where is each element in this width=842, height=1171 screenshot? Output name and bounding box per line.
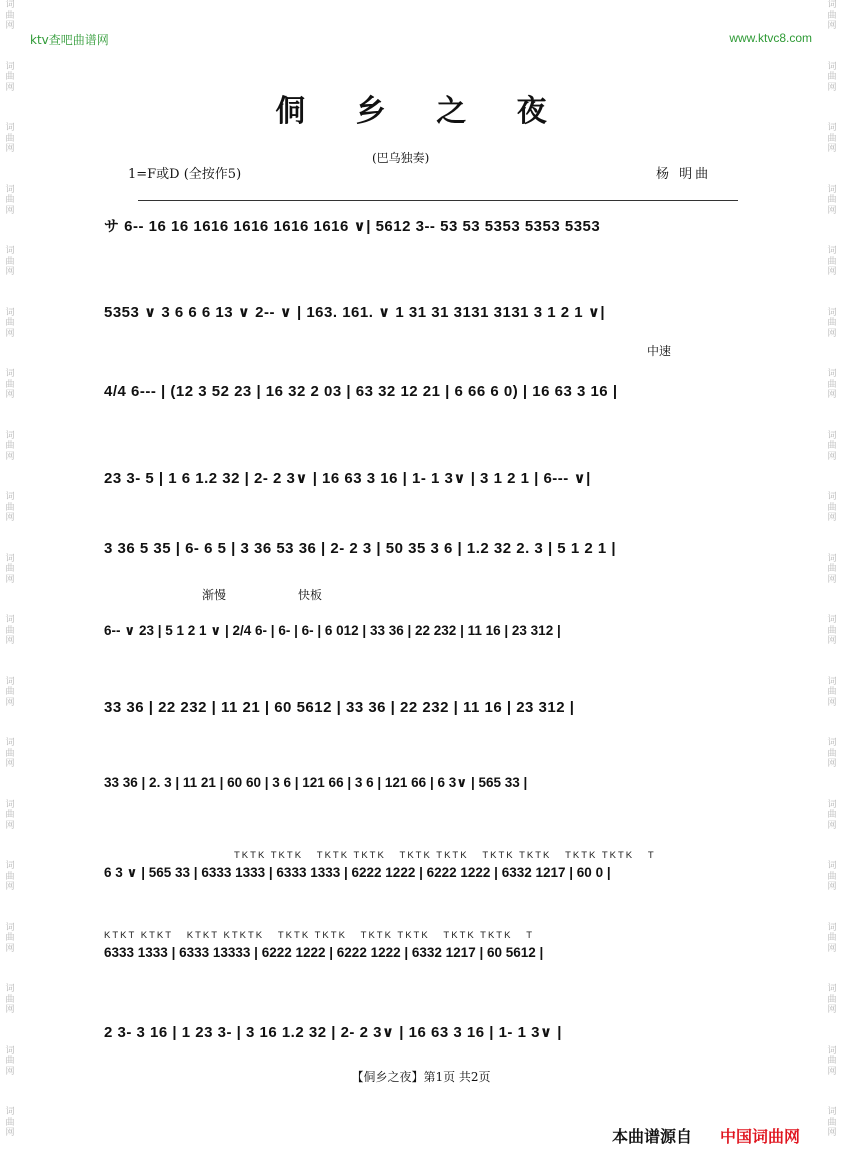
watermark-text: 词 曲 网 (827, 922, 837, 954)
watermark-text: 词 曲 网 (827, 123, 837, 154)
notation-text: 33 36 | 2. 3 | 11 21 | 60 60 | 3 6 | 121 66 | 3 6 | 121 66 | 6 3∨ | 565 33 | (104, 775, 528, 790)
site-url-right[interactable]: www.ktvc8.com (729, 31, 812, 45)
watermark-text: 词 曲 网 (5, 1045, 15, 1077)
articulation-marks: TKTK TKTK TKTK TKTK TKTK TKTK TKTK TKTK TKTK TKTK T (234, 850, 656, 861)
watermark-text: 词 曲 网 (827, 369, 837, 400)
watermark-text: 词 曲 网 (827, 492, 837, 523)
left-watermark-strip (2, 0, 18, 1171)
watermark-text: 词 曲 网 (5, 430, 15, 462)
watermark-text: 词 曲 网 (5, 984, 15, 1015)
score-line-7 (104, 686, 740, 726)
watermark-text: 词 曲 网 (5, 369, 15, 400)
watermark-text: 词 曲 网 (827, 1045, 837, 1077)
watermark-text: 词 曲 网 (827, 615, 837, 646)
watermark-text: 词 曲 网 (827, 0, 837, 31)
watermark-text: 词 曲 网 (827, 984, 837, 1015)
watermark-text: 词 曲 网 (827, 430, 837, 462)
watermark-text: 词 曲 网 (5, 123, 15, 154)
watermark-text: 词 曲 网 (5, 861, 15, 892)
watermark-text: 词 曲 网 (827, 246, 837, 277)
watermark-text: 词 曲 网 (827, 738, 837, 769)
tempo-zhongsu: 中速 (647, 344, 672, 358)
watermark-text: 词 曲 网 (5, 1107, 15, 1138)
score-title: 侗 乡 之 夜 (275, 94, 567, 129)
watermark-text: 词 曲 网 (5, 0, 15, 31)
articulation-marks: KTKT KTKT KTKT KTKTK TKTK TKTK TKTK TKTK TKTK TKTK T (104, 930, 534, 941)
page-info: 【侗乡之夜】第1页 共2页 (351, 1070, 491, 1084)
score-line-2 (104, 290, 740, 330)
watermark-text: 词 曲 网 (827, 307, 837, 339)
watermark-text: 词 曲 网 (827, 61, 837, 93)
notation-text: 5353 ∨ 3 6 6 6 13 ∨ 2-- ∨ | 163. 161. ∨ 1 31 31 3131 3131 3 1 2 1 ∨| (104, 304, 606, 321)
watermark-text: 词 曲 网 (5, 61, 15, 93)
notation-text: 33 36 | 22 232 | 11 21 | 60 5612 | 33 36 | 22 232 | 11 16 | 23 312 | (104, 699, 575, 716)
watermark-text: 词 曲 网 (827, 553, 837, 585)
notation-text: 4/4 6--- | (12 3 52 23 | 16 32 2 03 | 63 32 12 21 | 6 66 6 0) | 16 63 3 16 | (104, 383, 618, 400)
notation-text: 2 3- 3 16 | 1 23 3- | 3 16 1.2 32 | 2- 2 3∨ | 16 63 3 16 | 1- 1 3∨ | (104, 1024, 562, 1041)
notation-text: サ 6-- 16 16 1616 1616 1616 1616 ∨| 5612 3-- 53 53 5353 5353 5353 (104, 218, 601, 235)
score-line-10 (104, 932, 740, 972)
source-brand-link[interactable]: 中国词曲网 (720, 1127, 801, 1146)
watermark-text: 词 曲 网 (827, 1107, 837, 1138)
notation-text: 6333 1333 | 6333 13333 | 6222 1222 | 6222 1222 | 6332 1217 | 60 5612 | (104, 945, 544, 960)
right-watermark-strip (824, 0, 840, 1171)
score-line-3 (104, 370, 740, 410)
key-signature: 1=F或D (全按作5) (128, 167, 242, 182)
watermark-text: 词 曲 网 (5, 492, 15, 523)
notation-text: 6-- ∨ 23 | 5 1 2 1 ∨ | 2/4 6- | 6- | 6- | 6 012 | 33 36 | 22 232 | 11 16 | 23 312 | (104, 623, 561, 638)
score-line-6 (104, 610, 740, 650)
watermark-text: 词 曲 网 (827, 676, 837, 708)
watermark-text: 词 曲 网 (5, 738, 15, 769)
watermark-text: 词 曲 网 (5, 553, 15, 585)
score-line-1 (104, 202, 740, 242)
tempo-kuaiban: 快板 (298, 588, 323, 602)
watermark-text: 词 曲 网 (5, 615, 15, 646)
tempo-jianman: 渐慢 (202, 588, 227, 602)
composer-credit: 杨 明曲 (656, 167, 712, 182)
watermark-text: 词 曲 网 (5, 799, 15, 831)
score-line-9 (104, 852, 740, 892)
phrase-slur-line (138, 200, 738, 201)
score-line-8 (104, 762, 740, 802)
score-subtitle: (巴乌独奏) (372, 151, 430, 165)
watermark-text: 词 曲 网 (827, 799, 837, 831)
site-name-left[interactable]: ktv查吧曲谱网 (30, 33, 109, 47)
watermark-text: 词 曲 网 (5, 676, 15, 708)
source-label: 本曲谱源自 (612, 1127, 693, 1146)
watermark-text: 词 曲 网 (5, 922, 15, 954)
watermark-text: 词 曲 网 (827, 861, 837, 892)
score-line-4 (104, 456, 740, 496)
score-line-5 (104, 527, 740, 567)
watermark-text: 词 曲 网 (5, 184, 15, 216)
watermark-text: 词 曲 网 (5, 246, 15, 277)
notation-text: 23 3- 5 | 1 6 1.2 32 | 2- 2 3∨ | 16 63 3 16 | 1- 1 3∨ | 3 1 2 1 | 6--- ∨| (104, 470, 591, 487)
notation-text: 6 3 ∨ | 565 33 | 6333 1333 | 6333 1333 | 6222 1222 | 6222 1222 | 6332 1217 | 60 0 | (104, 865, 611, 880)
score-line-11 (104, 1010, 740, 1050)
notation-text: 3 36 5 35 | 6- 6 5 | 3 36 53 36 | 2- 2 3 | 50 35 3 6 | 1.2 32 2. 3 | 5 1 2 1 | (104, 540, 617, 557)
watermark-text: 词 曲 网 (827, 184, 837, 216)
watermark-text: 词 曲 网 (5, 307, 15, 339)
